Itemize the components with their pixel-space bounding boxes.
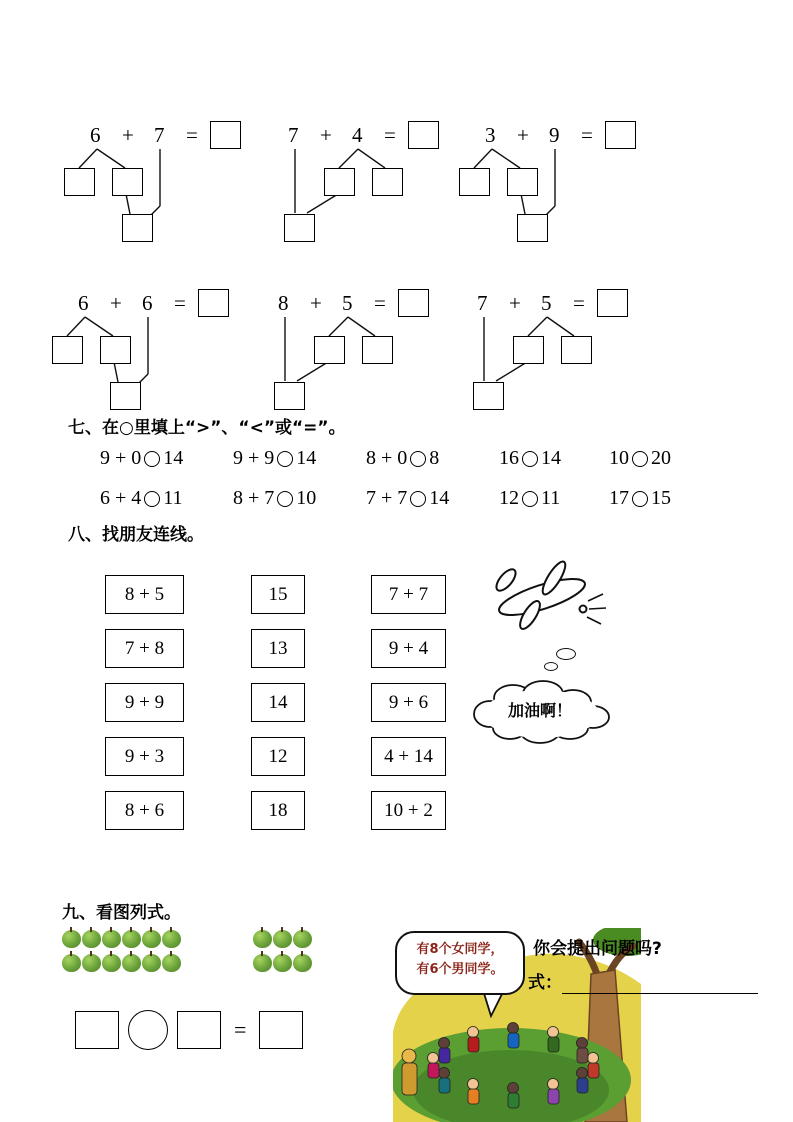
apple-icon bbox=[293, 930, 312, 948]
compare-right: 15 bbox=[651, 487, 671, 509]
comparison-item bbox=[609, 447, 671, 470]
plus-sign: + bbox=[310, 291, 322, 315]
ten-box[interactable] bbox=[517, 214, 548, 242]
compare-left: 17 bbox=[609, 487, 629, 509]
addend-2: 6 bbox=[142, 291, 153, 315]
comparison-row-2 bbox=[100, 487, 671, 510]
ten-box[interactable] bbox=[284, 214, 315, 242]
speech-line-1: 有8个女同学， bbox=[416, 942, 504, 957]
match-left-4[interactable]: 9 + 3 bbox=[105, 737, 184, 776]
ten-box[interactable] bbox=[110, 382, 141, 410]
compare-left: 9 + 0 bbox=[100, 447, 142, 469]
decomposition-problem-3 bbox=[455, 122, 655, 254]
addend-1: 7 bbox=[477, 291, 488, 315]
apple-icon bbox=[82, 954, 101, 972]
compare-circle[interactable] bbox=[277, 451, 293, 467]
part-box-2[interactable] bbox=[362, 336, 393, 364]
compare-right: 14 bbox=[163, 447, 184, 469]
addend-1: 3 bbox=[485, 123, 496, 147]
compare-circle[interactable] bbox=[632, 491, 648, 507]
cheer-text: 加油啊！ bbox=[507, 701, 572, 720]
result-box[interactable] bbox=[259, 1011, 303, 1049]
match-right-4[interactable]: 4 + 14 bbox=[371, 737, 446, 776]
compare-right: 14 bbox=[541, 447, 561, 469]
comparison-item bbox=[233, 487, 366, 510]
compare-circle[interactable] bbox=[522, 451, 538, 467]
part-box-2[interactable] bbox=[561, 336, 592, 364]
apple-group-1 bbox=[62, 930, 181, 973]
compare-left: 8 + 7 bbox=[233, 487, 275, 509]
part-box-2[interactable] bbox=[100, 336, 131, 364]
apple-icon bbox=[82, 930, 101, 948]
apple-icon bbox=[62, 954, 81, 972]
match-sum-1[interactable]: 15 bbox=[251, 575, 305, 614]
equals-sign: = bbox=[374, 291, 386, 315]
apple-icon bbox=[293, 954, 312, 972]
question-text: 你会提出问题吗? bbox=[533, 939, 662, 959]
apple-icon bbox=[142, 930, 161, 948]
apple-icon bbox=[273, 930, 292, 948]
ten-box[interactable] bbox=[122, 214, 153, 242]
addend-1: 6 bbox=[78, 291, 89, 315]
part-box-2[interactable] bbox=[507, 168, 538, 196]
decomposition-problem-4 bbox=[48, 290, 248, 422]
part-box-1[interactable] bbox=[459, 168, 490, 196]
comparison-item bbox=[233, 447, 366, 470]
compare-left: 12 bbox=[499, 487, 519, 509]
part-box-1[interactable] bbox=[52, 336, 83, 364]
comparison-item bbox=[366, 447, 499, 470]
plus-sign: + bbox=[517, 123, 529, 147]
thought-dot-icon bbox=[556, 648, 576, 660]
apple-icon bbox=[142, 954, 161, 972]
speech-cloud bbox=[465, 672, 615, 747]
section-9-heading: 九、看图列式。 bbox=[62, 903, 181, 923]
compare-circle[interactable] bbox=[144, 491, 160, 507]
part-box-2[interactable] bbox=[372, 168, 403, 196]
match-left-5[interactable]: 8 + 6 bbox=[105, 791, 184, 830]
compare-circle[interactable] bbox=[144, 451, 160, 467]
comparison-item bbox=[366, 487, 499, 510]
apple-group-2 bbox=[253, 930, 312, 973]
compare-circle[interactable] bbox=[632, 451, 648, 467]
compare-left: 10 bbox=[609, 447, 629, 469]
match-left-2[interactable]: 7 + 8 bbox=[105, 629, 184, 668]
addend-2: 5 bbox=[541, 291, 552, 315]
comparison-item bbox=[100, 447, 233, 470]
compare-right: 20 bbox=[651, 447, 671, 469]
answer-label: 式： bbox=[528, 973, 562, 993]
addend-1: 8 bbox=[278, 291, 289, 315]
compare-circle[interactable] bbox=[522, 491, 538, 507]
ten-box[interactable] bbox=[473, 382, 504, 410]
answer-box[interactable] bbox=[198, 289, 229, 317]
compare-left: 16 bbox=[499, 447, 519, 469]
compare-right: 14 bbox=[296, 447, 317, 469]
plus-sign: + bbox=[509, 291, 521, 315]
compare-circle[interactable] bbox=[410, 491, 426, 507]
apple-icon bbox=[62, 930, 81, 948]
apple-icon bbox=[102, 930, 121, 948]
comparison-item bbox=[609, 487, 671, 510]
answer-box[interactable] bbox=[398, 289, 429, 317]
comparison-item bbox=[499, 487, 609, 510]
answer-box[interactable] bbox=[605, 121, 636, 149]
match-sum-3[interactable]: 14 bbox=[251, 683, 305, 722]
match-sum-4[interactable]: 12 bbox=[251, 737, 305, 776]
decomposition-problem-1 bbox=[60, 122, 260, 254]
equals-sign: = bbox=[581, 123, 593, 147]
addend-2: 4 bbox=[352, 123, 363, 147]
equals-sign: = bbox=[573, 291, 585, 315]
part-box-1[interactable] bbox=[64, 168, 95, 196]
decomposition-problem-5 bbox=[248, 290, 448, 422]
compare-circle[interactable] bbox=[277, 491, 293, 507]
part-box-1[interactable] bbox=[314, 336, 345, 364]
apple-icon bbox=[253, 930, 272, 948]
addend-box-2[interactable] bbox=[177, 1011, 221, 1049]
compare-left: 9 + 9 bbox=[233, 447, 275, 469]
compare-right: 11 bbox=[163, 487, 183, 509]
match-right-1[interactable]: 7 + 7 bbox=[371, 575, 446, 614]
equals-sign: = bbox=[186, 123, 198, 147]
compare-right: 11 bbox=[541, 487, 561, 509]
match-column-right bbox=[371, 575, 446, 830]
decomposition-problem-2 bbox=[258, 122, 458, 254]
compare-left: 7 + 7 bbox=[366, 487, 408, 509]
apple-row bbox=[62, 954, 181, 973]
apple-icon bbox=[102, 954, 121, 972]
equals-sign: = bbox=[384, 123, 396, 147]
apple-icon bbox=[162, 930, 181, 948]
answer-line[interactable] bbox=[562, 992, 758, 994]
airplane-icon bbox=[480, 545, 610, 645]
compare-circle[interactable] bbox=[410, 451, 426, 467]
apple-icon bbox=[122, 930, 141, 948]
equation-row bbox=[75, 1010, 303, 1050]
apple-row bbox=[62, 930, 181, 949]
match-right-2[interactable]: 9 + 4 bbox=[371, 629, 446, 668]
compare-left: 6 + 4 bbox=[100, 487, 142, 509]
thought-dot-icon bbox=[544, 662, 558, 671]
match-right-5[interactable]: 10 + 2 bbox=[371, 791, 446, 830]
ten-box[interactable] bbox=[274, 382, 305, 410]
answer-box[interactable] bbox=[597, 289, 628, 317]
plus-sign: + bbox=[110, 291, 122, 315]
comparison-item bbox=[499, 447, 609, 470]
compare-left: 8 + 0 bbox=[366, 447, 408, 469]
compare-right: 10 bbox=[296, 487, 317, 509]
addend-2: 5 bbox=[342, 291, 353, 315]
match-column-middle bbox=[251, 575, 305, 830]
compare-right: 14 bbox=[429, 487, 450, 509]
comparison-item bbox=[100, 487, 233, 510]
section-8-heading: 八、找朋友连线。 bbox=[68, 525, 204, 545]
addend-box-1[interactable] bbox=[75, 1011, 119, 1049]
equals-sign: = bbox=[234, 1017, 247, 1042]
kids-speech-bubble bbox=[401, 940, 519, 980]
plus-sign: + bbox=[122, 123, 134, 147]
plus-sign: + bbox=[320, 123, 332, 147]
part-box-1[interactable] bbox=[324, 168, 355, 196]
match-right-3[interactable]: 9 + 6 bbox=[371, 683, 446, 722]
addend-1: 6 bbox=[90, 123, 101, 147]
match-left-1[interactable]: 8 + 5 bbox=[105, 575, 184, 614]
section-7-heading: 七、在○里填上“>”、“<”或“=”。 bbox=[68, 418, 346, 438]
answer-box[interactable] bbox=[408, 121, 439, 149]
addend-1: 7 bbox=[288, 123, 299, 147]
match-sum-2[interactable]: 13 bbox=[251, 629, 305, 668]
comparison-row-1 bbox=[100, 447, 671, 470]
apple-row bbox=[253, 954, 312, 973]
addend-2: 7 bbox=[154, 123, 165, 147]
addend-2: 9 bbox=[549, 123, 560, 147]
answer-box[interactable] bbox=[210, 121, 241, 149]
apple-icon bbox=[122, 954, 141, 972]
operator-circle[interactable] bbox=[128, 1010, 168, 1050]
equals-sign: = bbox=[174, 291, 186, 315]
apple-row bbox=[253, 930, 312, 949]
apple-icon bbox=[253, 954, 272, 972]
match-column-left bbox=[105, 575, 184, 830]
compare-right: 8 bbox=[429, 447, 440, 469]
decomposition-problem-6 bbox=[447, 290, 647, 422]
apple-icon bbox=[273, 954, 292, 972]
apple-icon bbox=[162, 954, 181, 972]
speech-line-2: 有6个男同学。 bbox=[416, 962, 504, 977]
match-left-3[interactable]: 9 + 9 bbox=[105, 683, 184, 722]
match-sum-5[interactable]: 18 bbox=[251, 791, 305, 830]
part-box-2[interactable] bbox=[112, 168, 143, 196]
part-box-1[interactable] bbox=[513, 336, 544, 364]
